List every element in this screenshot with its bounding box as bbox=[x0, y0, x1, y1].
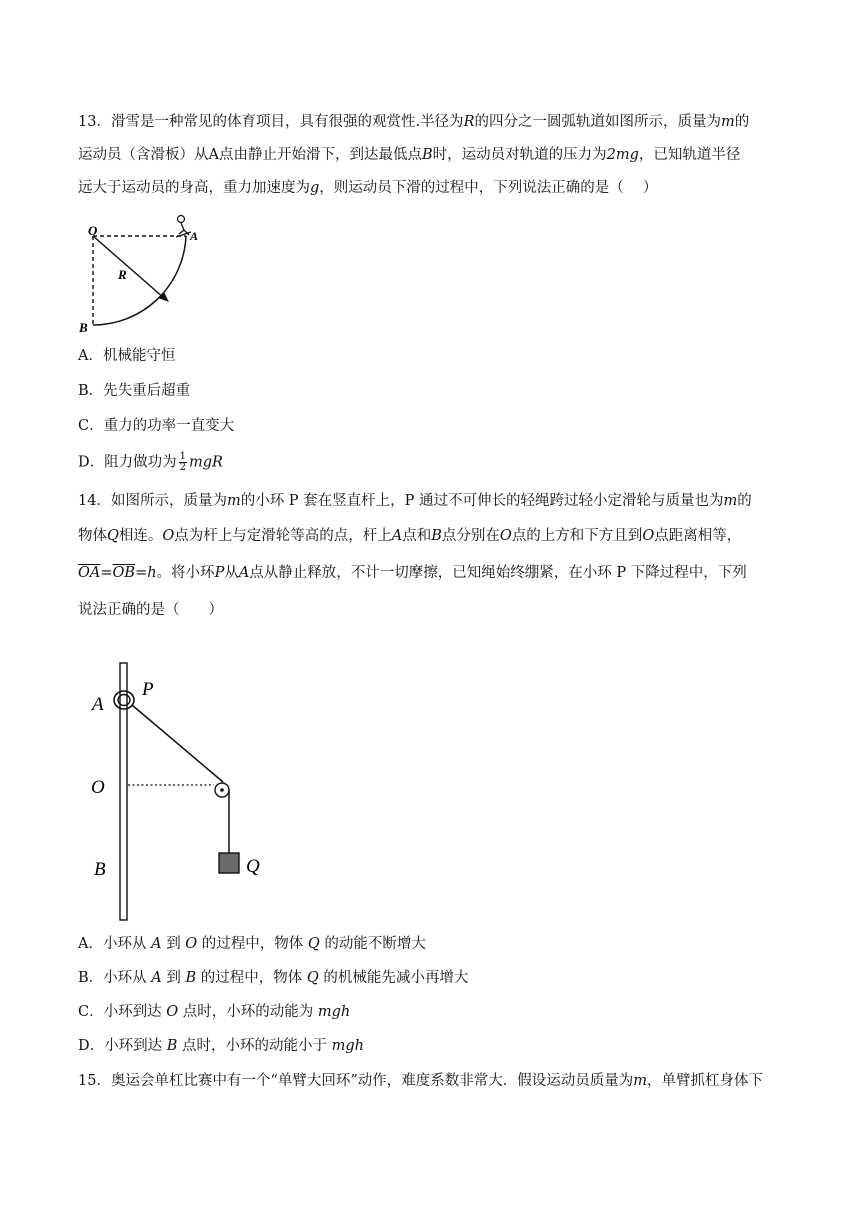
q14-option-c: C．小环到达 O 点时，小环的动能为 mgh bbox=[78, 1004, 351, 1020]
q14-text-line-2: 物体Q相连。O点为杆上与定滑轮等高的点，杆上A点和B点分别在O点的上方和下方且到O点距离相等， bbox=[78, 528, 742, 544]
q13-option-b: B．先失重后超重 bbox=[78, 383, 191, 399]
q14-label-P: P bbox=[142, 679, 154, 700]
q14-figure-ring-pulley bbox=[86, 655, 276, 925]
q13-fraction-half: $\frac{1}{2}$ bbox=[179, 451, 186, 473]
q13-option-a: A．机械能守恒 bbox=[78, 348, 176, 364]
q14-text-line-4: 说法正确的是（ ） bbox=[78, 602, 223, 618]
q13-label-O: O bbox=[88, 223, 98, 238]
q13-label-A: A bbox=[190, 229, 199, 243]
q13-option-d: D．阻力做功为 $\frac{1}{2}$ mgR bbox=[78, 451, 223, 473]
q14-label-A: A bbox=[92, 694, 104, 715]
q13-label-B: B bbox=[79, 320, 88, 335]
q14-text-line-1: 14．如图所示，质量为m的小环 P 套在竖直杆上，P 通过不可伸长的轻绳跨过轻小定滑轮与质量也为m的 bbox=[78, 493, 752, 509]
q14-label-Q: Q bbox=[246, 856, 260, 877]
q13-text-line-3: 远大于运动员的身高，重力加速度为g，则运动员下滑的过程中，下列说法正确的是（ ） bbox=[78, 180, 658, 196]
q13-label-R: R bbox=[118, 267, 127, 282]
q13-text-line-2: 运动员（含滑板）从A点由静止开始滑下，到达最低点B时，运动员对轨道的压力为2mg，已知轨道半径 bbox=[78, 147, 741, 163]
q14-option-b: B．小环从 A 到 B 的过程中，物体 Q 的机械能先减小再增大 bbox=[78, 970, 469, 986]
q14-option-d: D．小环到达 B 点时，小环的动能小于 mgh bbox=[78, 1038, 364, 1054]
q14-option-a: A．小环从 A 到 O 的过程中，物体 Q 的动能不断增大 bbox=[78, 936, 426, 952]
q14-text-line-3: $\overline{OA}=\overline{OB}=h$。将小环P从A点从静止释放，不计一切摩擦，已知绳始终绷紧，在小环 P 下降过程中，下列 bbox=[78, 565, 747, 581]
q13-text-line-1: 13．滑雪是一种常见的体育项目，具有很强的观赏性.半径为R的四分之一圆弧轨道如图所示，质量为m的 bbox=[78, 114, 750, 130]
q14-label-O: O bbox=[91, 777, 105, 798]
q14-label-B: B bbox=[94, 859, 106, 880]
q13-figure-arc-track bbox=[78, 210, 228, 338]
q15-text-line-1: 15．奥运会单杠比赛中有一个“单臂大回环”动作，难度系数非常大．假设运动员质量为m，单臂抓杠身体下 bbox=[78, 1073, 764, 1089]
q13-option-c: C．重力的功率一直变大 bbox=[78, 418, 235, 434]
